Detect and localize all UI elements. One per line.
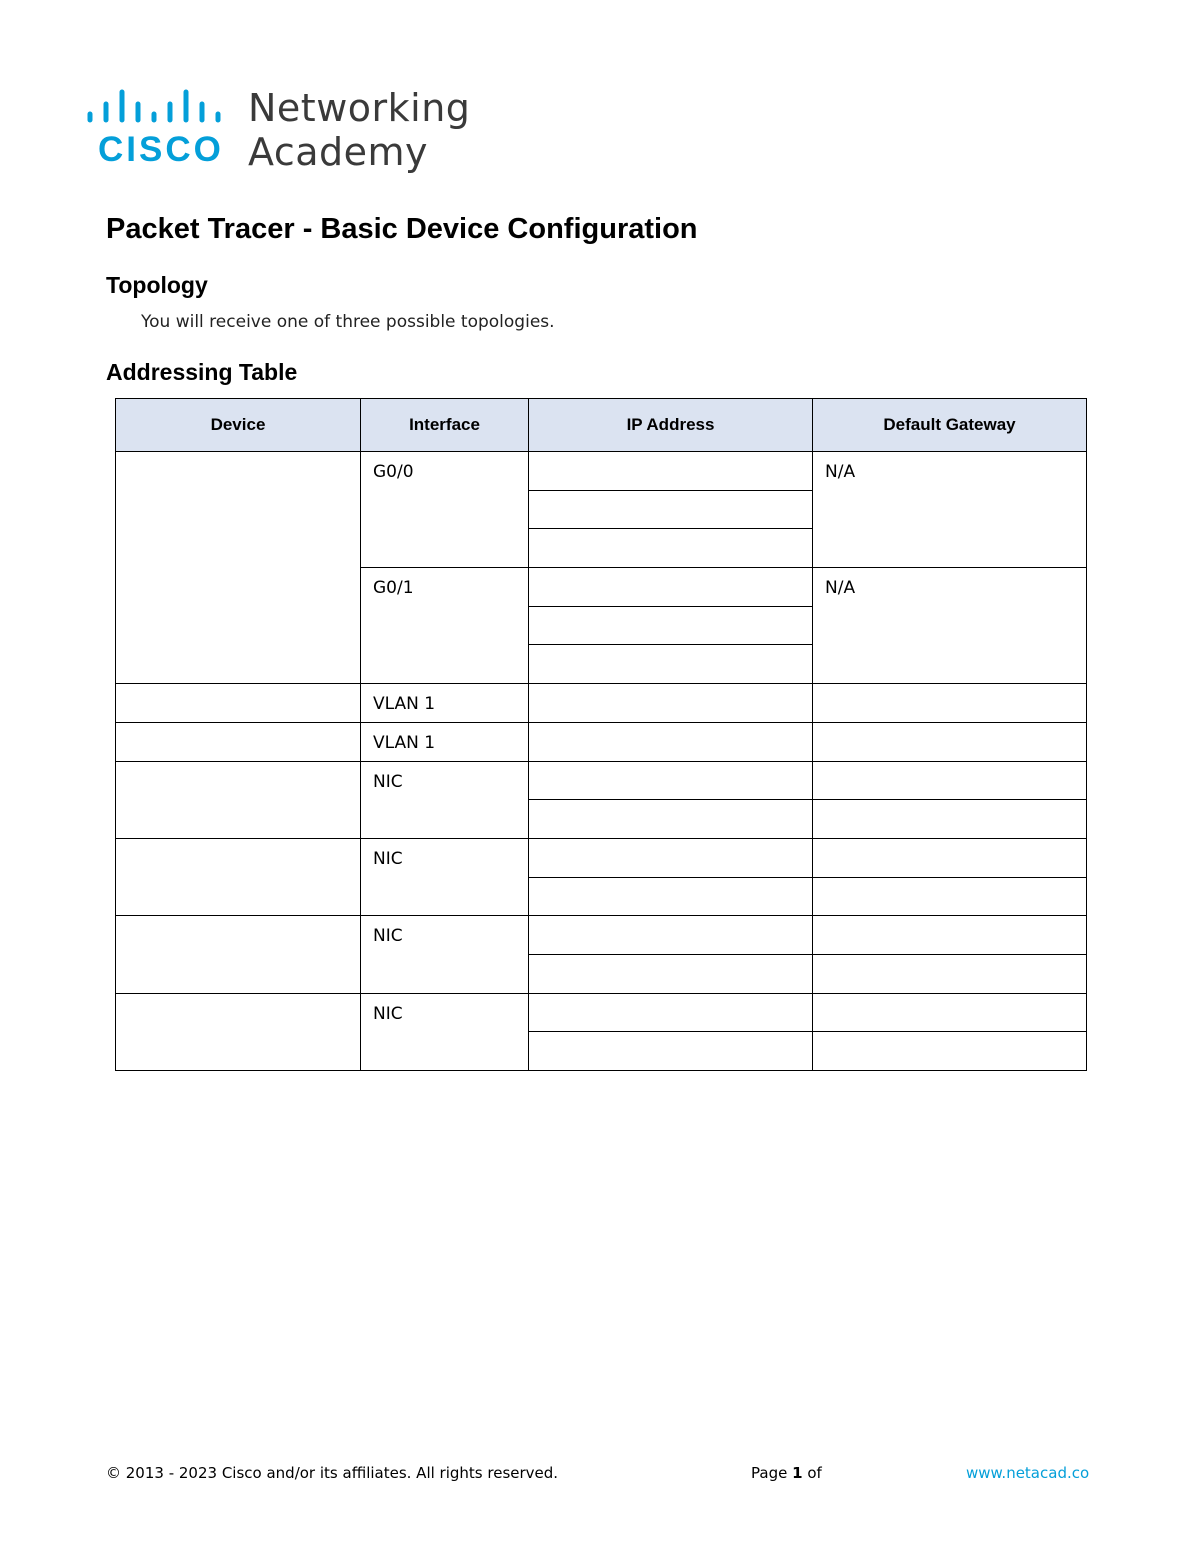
gateway-cell[interactable] [813, 1032, 1087, 1071]
interface-cell: G0/1 [361, 568, 529, 684]
gateway-cell[interactable] [813, 684, 1087, 723]
header-device: Device [116, 399, 361, 452]
gateway-cell[interactable] [813, 954, 1087, 993]
interface-cell: NIC [361, 761, 529, 838]
addressing-table [115, 398, 1087, 1071]
device-cell[interactable] [116, 684, 361, 723]
ip-address-cell[interactable] [529, 916, 813, 955]
interface-cell: NIC [361, 916, 529, 993]
interface-cell: NIC [361, 838, 529, 915]
device-cell[interactable] [116, 452, 361, 684]
cisco-networking-academy-logo [86, 86, 486, 186]
footer-page-number [751, 1463, 822, 1483]
ip-address-cell[interactable] [529, 1032, 813, 1071]
ip-address-cell[interactable] [529, 490, 813, 529]
table-row [116, 993, 1087, 1032]
ip-address-cell[interactable] [529, 722, 813, 761]
gateway-cell: N/A [813, 568, 1087, 684]
gateway-cell: N/A [813, 452, 1087, 568]
page-of-label: of [807, 1464, 822, 1482]
ip-address-cell[interactable] [529, 684, 813, 723]
footer-netacad-link[interactable]: www.netacad.co [966, 1464, 1090, 1482]
gateway-cell[interactable] [813, 722, 1087, 761]
page-number: 1 [792, 1464, 803, 1482]
footer-copyright: © 2013 - 2023 Cisco and/or its affiliates. All rights reserved. [106, 1464, 559, 1482]
ip-address-cell[interactable] [529, 993, 813, 1032]
device-cell[interactable] [116, 761, 361, 838]
device-cell[interactable] [116, 722, 361, 761]
ip-address-cell[interactable] [529, 606, 813, 645]
ip-address-cell[interactable] [529, 761, 813, 800]
gateway-cell[interactable] [813, 800, 1087, 839]
ip-address-cell[interactable] [529, 529, 813, 568]
addressing-table-heading: Addressing Table [106, 359, 298, 385]
device-cell[interactable] [116, 838, 361, 915]
ip-address-cell[interactable] [529, 877, 813, 916]
table-row [116, 916, 1087, 955]
device-cell[interactable] [116, 993, 361, 1070]
cisco-wordmark: CISCO [98, 130, 224, 169]
interface-cell: NIC [361, 993, 529, 1070]
ip-address-cell[interactable] [529, 954, 813, 993]
gateway-cell[interactable] [813, 838, 1087, 877]
table-row [116, 761, 1087, 800]
interface-cell: VLAN 1 [361, 684, 529, 723]
header-ip-address: IP Address [529, 399, 813, 452]
gateway-cell[interactable] [813, 761, 1087, 800]
ip-address-cell[interactable] [529, 568, 813, 607]
table-header-row [116, 399, 1087, 452]
gateway-cell[interactable] [813, 877, 1087, 916]
topology-heading: Topology [106, 272, 208, 298]
topology-text: You will receive one of three possible topologies. [141, 312, 555, 332]
table-row [116, 452, 1087, 491]
logo-line-networking: Networking [248, 86, 471, 130]
table-row [116, 722, 1087, 761]
gateway-cell[interactable] [813, 916, 1087, 955]
device-cell[interactable] [116, 916, 361, 993]
page-title: Packet Tracer - Basic Device Configuration [106, 213, 698, 245]
gateway-cell[interactable] [813, 993, 1087, 1032]
ip-address-cell[interactable] [529, 452, 813, 491]
cisco-bars-icon [86, 86, 236, 136]
interface-cell: G0/0 [361, 452, 529, 568]
page-label: Page [751, 1464, 788, 1482]
logo-line-academy: Academy [248, 130, 429, 174]
header-default-gateway: Default Gateway [813, 399, 1087, 452]
ip-address-cell[interactable] [529, 645, 813, 684]
header-interface: Interface [361, 399, 529, 452]
ip-address-cell[interactable] [529, 838, 813, 877]
table-row [116, 684, 1087, 723]
table-row [116, 838, 1087, 877]
ip-address-cell[interactable] [529, 800, 813, 839]
interface-cell: VLAN 1 [361, 722, 529, 761]
